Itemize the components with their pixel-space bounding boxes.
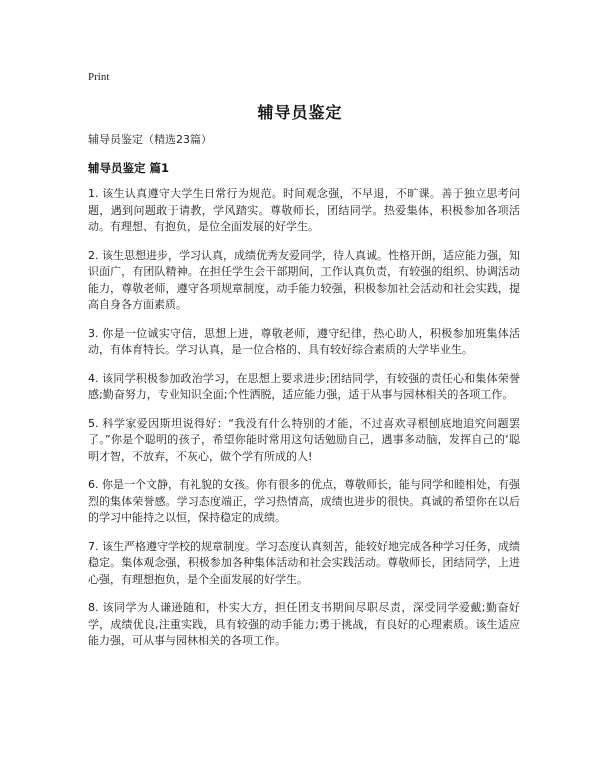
- paragraph-1: 1. 该生认真遵守大学生日常行为规范。时间观念强，不早退，不旷课。善于独立思考问题，遇到问题敢于请教，学风踏实。尊敬师长，团结同学。热爱集体，积极参加各项活动。有理想、有抱负，是位全面发展的好学生。: [88, 187, 520, 233]
- paragraph-8: 8. 该同学为人谦逊随和，朴实大方，担任团支书期间尽职尽责，深受同学爱戴;勤奋好学，成绩优良,注重实践，具有较强的动手能力;勇于挑战，有良好的心理素质。该生适应能力强，可从事与园林相关的各项工作。: [88, 601, 520, 647]
- paragraph-2: 2. 该生思想进步，学习认真，成绩优秀友爱同学，待人真诚。性格开朗，适应能力强，知识面广，有团队精神。在担任学生会干部期间，工作认真负责，有较强的组织、协调活动能力，尊敬老师，遵守各项规章制度，动手能力较强，积极参加社会活动和社会实践，提高自身各方面素质。: [88, 248, 520, 311]
- paragraph-7: 7. 该生严格遵守学校的规章制度。学习态度认真刻苦，能较好地完成各种学习任务，成绩稳定。集体观念强，积极参加各种集体活动和社会实践活动。尊敬师长，团结同学，上进心强，有理想抱负，是个全面发展的好学生。: [88, 539, 520, 586]
- print-label: Print: [88, 71, 110, 83]
- paragraph-3: 3. 你是一位诚实守信，思想上进，尊敬老师，遵守纪律，热心助人，积极参加班集体活动，有体育特长。学习认真，是一位合格的、具有较好综合素质的大学毕业生。: [88, 326, 520, 356]
- paragraph-6: 6. 你是一个文静，有礼貌的女孩。你有很多的优点，尊敬师长，能与同学和睦相处，有强烈的集体荣誉感。学习态度端正，学习热情高，成绩也进步的很快。真诚的希望你在以后的学习中能持之以恒，保持稳定的成绩。: [88, 478, 520, 524]
- document-body: [88, 186, 520, 662]
- document-title: 辅导员鉴定: [257, 103, 343, 122]
- paragraph-5: 5. 科学家爱因斯坦说得好：“我没有什么特别的才能，不过喜欢寻根刨底地追究问题罢了。”你是个聪明的孩子，希望你能时常用这句话勉励自己，遇事多动脑，发挥自己的‘聪明才智，不放弃，不灰心，做个学有所成的人!: [88, 416, 520, 463]
- document-subtitle: 辅导员鉴定（精选23篇）: [88, 133, 212, 146]
- section-heading: 辅导员鉴定 篇1: [88, 161, 170, 175]
- paragraph-4: 4. 该同学积极参加政治学习，在思想上要求进步;团结同学，有较强的责任心和集体荣誉感;勤奋努力，专业知识全面;个性洒脱，适应能力强，适于从事与园林相关的各项工作。: [88, 371, 520, 401]
